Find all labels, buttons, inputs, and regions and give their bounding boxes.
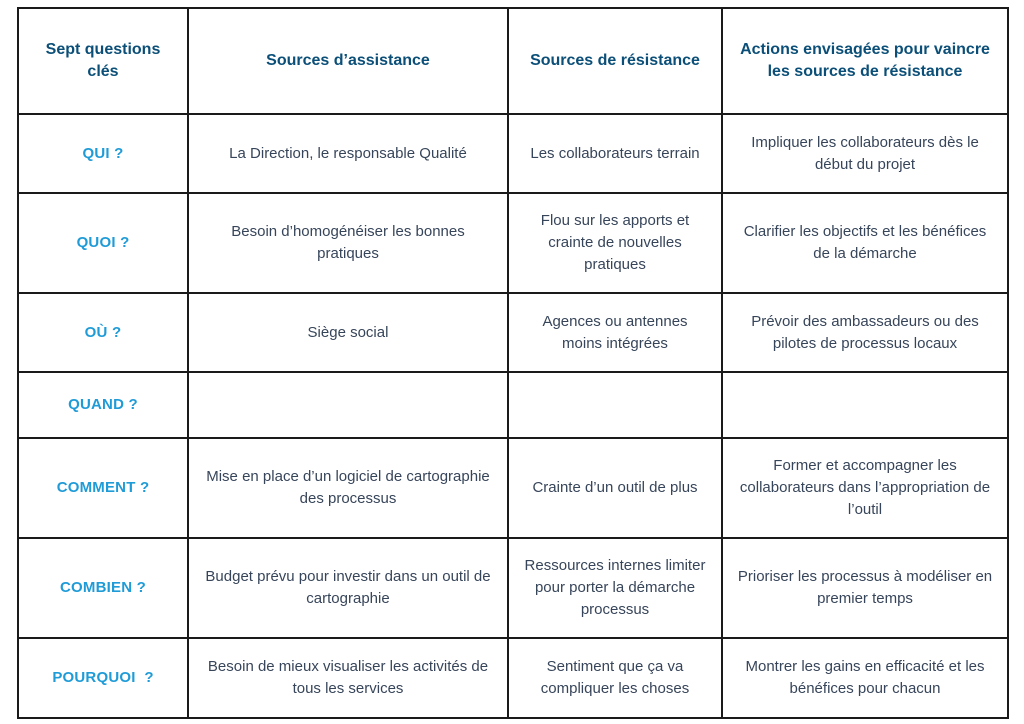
table-row bbox=[18, 438, 1008, 538]
resistance-cell: Flou sur les apports et crainte de nouvelles pratiques bbox=[508, 193, 722, 293]
table-header bbox=[18, 8, 1008, 114]
assistance-cell: Siège social bbox=[188, 293, 508, 372]
resistance-cell: Sentiment que ça va compliquer les choses bbox=[508, 638, 722, 718]
header-resistance: Sources de résistance bbox=[508, 8, 722, 114]
resistance-cell: Les collaborateurs terrain bbox=[508, 114, 722, 193]
header-assistance: Sources d’assistance bbox=[188, 8, 508, 114]
question-cell: COMMENT ? bbox=[18, 438, 188, 538]
assistance-cell: La Direction, le responsable Qualité bbox=[188, 114, 508, 193]
table-row bbox=[18, 193, 1008, 293]
question-cell: POURQUOI ? bbox=[18, 638, 188, 718]
question-cell: QUI ? bbox=[18, 114, 188, 193]
actions-cell: Clarifier les objectifs et les bénéfices de la démarche bbox=[722, 193, 1008, 293]
question-cell: QUAND ? bbox=[18, 372, 188, 438]
assistance-cell: Budget prévu pour investir dans un outil de cartographie bbox=[188, 538, 508, 638]
table-row bbox=[18, 372, 1008, 438]
question-cell: QUOI ? bbox=[18, 193, 188, 293]
resistance-cell: Crainte d’un outil de plus bbox=[508, 438, 722, 538]
table-row bbox=[18, 538, 1008, 638]
assistance-cell: Besoin d’homogénéiser les bonnes pratiques bbox=[188, 193, 508, 293]
resistance-cell: Agences ou antennes moins intégrées bbox=[508, 293, 722, 372]
assistance-cell: Besoin de mieux visualiser les activités de tous les services bbox=[188, 638, 508, 718]
actions-cell: Former et accompagner les collaborateurs dans l’appropriation de l’outil bbox=[722, 438, 1008, 538]
header-row bbox=[18, 8, 1008, 114]
assistance-cell: Mise en place d’un logiciel de cartographie des processus bbox=[188, 438, 508, 538]
actions-cell: Impliquer les collaborateurs dès le début du projet bbox=[722, 114, 1008, 193]
actions-cell: Montrer les gains en efficacité et les bénéfices pour chacun bbox=[722, 638, 1008, 718]
assistance-cell bbox=[188, 372, 508, 438]
header-actions: Actions envisagées pour vaincre les sources de résistance bbox=[722, 8, 1008, 114]
question-cell: OÙ ? bbox=[18, 293, 188, 372]
table-body bbox=[18, 114, 1008, 718]
actions-cell: Prévoir des ambassadeurs ou des pilotes de processus locaux bbox=[722, 293, 1008, 372]
header-questions: Sept questions clés bbox=[18, 8, 188, 114]
table-row bbox=[18, 638, 1008, 718]
table-row bbox=[18, 293, 1008, 372]
actions-cell bbox=[722, 372, 1008, 438]
seven-questions-table bbox=[17, 7, 1009, 719]
resistance-cell: Ressources internes limiter pour porter la démarche processus bbox=[508, 538, 722, 638]
resistance-cell bbox=[508, 372, 722, 438]
actions-cell: Prioriser les processus à modéliser en premier temps bbox=[722, 538, 1008, 638]
question-cell: COMBIEN ? bbox=[18, 538, 188, 638]
table-row bbox=[18, 114, 1008, 193]
